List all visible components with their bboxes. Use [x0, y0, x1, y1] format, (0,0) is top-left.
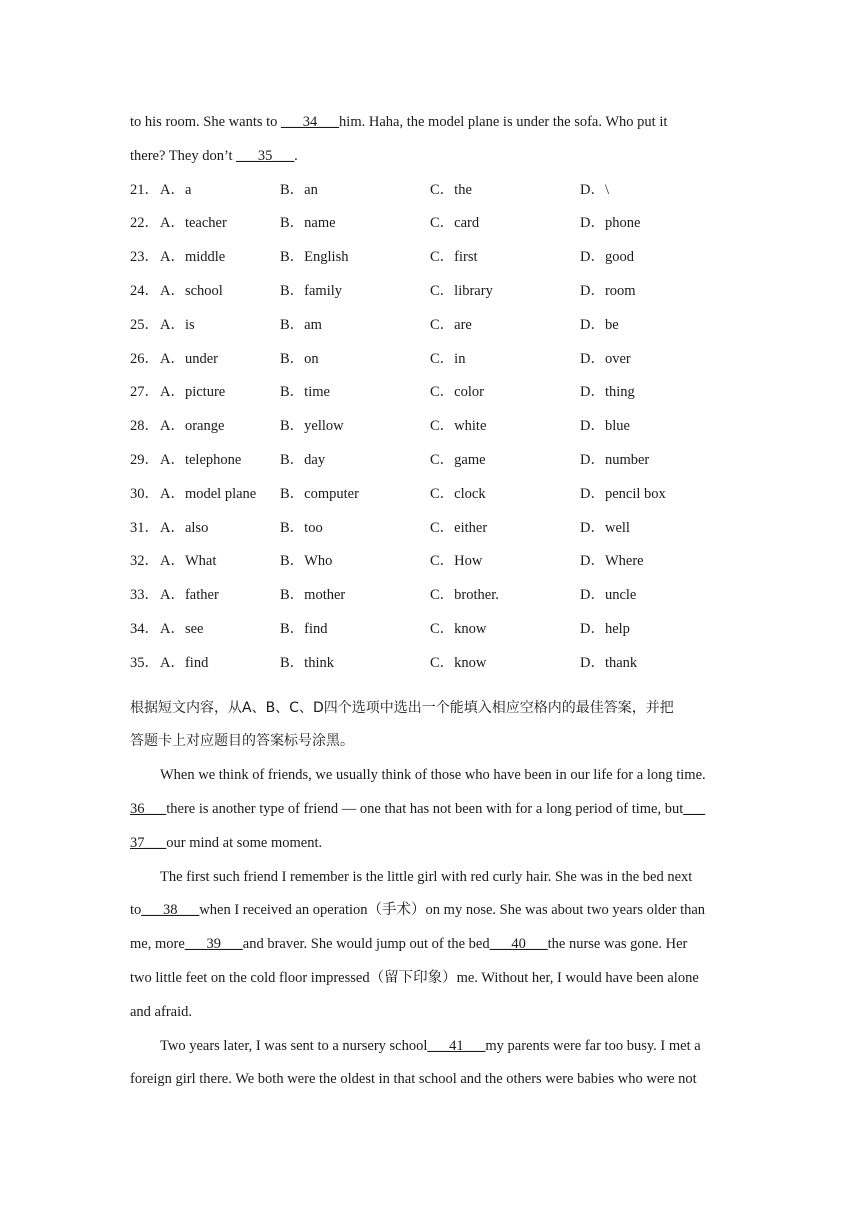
option-d: D．thing	[580, 384, 635, 401]
option-d: D．pencil box	[580, 485, 666, 502]
question-list	[130, 176, 735, 683]
option-d: D．be	[580, 316, 619, 333]
question-row	[130, 209, 735, 243]
option-b: B．find	[280, 620, 328, 637]
question-number: 23．	[130, 249, 159, 266]
option-b: B．computer	[280, 485, 359, 502]
option-b: B．Who	[280, 553, 333, 570]
text-span: when I received an operation（手术）on my nose. She was about two years older than	[199, 902, 706, 919]
passage-line: The first such friend I remember is the little girl with red curly hair. She was in the bed next	[160, 868, 693, 885]
blank-41: ___41___	[427, 1037, 486, 1054]
option-b: B．time	[280, 384, 330, 401]
blank-37: 37___	[130, 834, 167, 851]
option-c: C．clock	[430, 485, 486, 502]
option-a: A．see	[160, 620, 204, 637]
question-number: 30．	[130, 485, 159, 502]
option-c: C．color	[430, 384, 484, 401]
text-span: me, more	[130, 936, 185, 953]
option-d: D．good	[580, 249, 634, 266]
option-d: D．uncle	[580, 587, 637, 604]
option-c: C．card	[430, 215, 480, 232]
passage-line	[130, 829, 735, 863]
option-d: D．well	[580, 519, 630, 536]
option-b: B．yellow	[280, 418, 344, 435]
option-a: A．picture	[160, 384, 226, 401]
option-a: A．What	[160, 553, 217, 570]
question-number: 32．	[130, 553, 159, 570]
text-span: Two years later, I was sent to a nursery school	[160, 1037, 428, 1054]
option-d: D．phone	[580, 215, 641, 232]
question-row	[130, 412, 735, 446]
instruction-line: 答题卡上对应题目的答案标号涂黑。	[130, 733, 354, 750]
question-row	[130, 176, 735, 210]
option-b: B．think	[280, 654, 334, 671]
option-a: A．teacher	[160, 215, 227, 232]
question-row	[130, 446, 735, 480]
option-b: B．mother	[280, 587, 346, 604]
text-span: .	[294, 147, 298, 164]
blank-37-start: ___	[683, 800, 706, 817]
question-row	[130, 547, 735, 581]
text-span: there? They don’t	[130, 147, 237, 164]
text-span: the nurse was gone. Her	[547, 936, 688, 953]
question-number: 29．	[130, 451, 159, 468]
question-number: 25．	[130, 316, 159, 333]
option-c: C．are	[430, 316, 472, 333]
blank-35: ___35___	[236, 147, 295, 164]
document-page	[130, 108, 735, 1099]
option-b: B．day	[280, 451, 326, 468]
option-d: D．room	[580, 282, 636, 299]
option-a: A．middle	[160, 249, 226, 266]
question-row	[130, 277, 735, 311]
option-c: C．know	[430, 654, 487, 671]
option-a: A．find	[160, 654, 209, 671]
option-b: B．on	[280, 350, 319, 367]
passage-line	[130, 1032, 735, 1066]
option-d: D．blue	[580, 418, 630, 435]
passage-line	[130, 142, 735, 176]
text-span: to	[130, 902, 142, 919]
option-a: A．also	[160, 519, 209, 536]
question-number: 27．	[130, 384, 159, 401]
blank-40: ___40___	[489, 936, 548, 953]
question-number: 26．	[130, 350, 159, 367]
option-c: C．know	[430, 620, 487, 637]
option-b: B．too	[280, 519, 323, 536]
question-number: 28．	[130, 418, 159, 435]
question-row	[130, 615, 735, 649]
option-c: C．white	[430, 418, 487, 435]
text-span: our mind at some moment.	[166, 834, 323, 851]
option-c: C．game	[430, 451, 486, 468]
option-c: C．the	[430, 181, 472, 198]
option-d: D．number	[580, 451, 650, 468]
option-b: B．an	[280, 181, 318, 198]
instruction-line: 根据短文内容，从A、B、C、D四个选项中选出一个能填入相应空格内的最佳答案，并把	[130, 699, 674, 716]
passage-line	[130, 795, 735, 829]
option-a: A．father	[160, 587, 219, 604]
reading-passage	[130, 761, 735, 1099]
blank-38: ___38___	[141, 902, 200, 919]
option-c: C．library	[430, 282, 493, 299]
option-c: C．How	[430, 553, 483, 570]
option-b: B．English	[280, 249, 349, 266]
question-row	[130, 311, 735, 345]
text-span: my parents were far too busy. I met a	[485, 1037, 701, 1054]
blank-39: ___39___	[184, 936, 243, 953]
option-a: A．model plane	[160, 485, 257, 502]
option-d: D．\	[580, 181, 609, 198]
question-number: 31．	[130, 519, 159, 536]
question-row	[130, 581, 735, 615]
question-number: 21．	[130, 181, 159, 198]
option-c: C．in	[430, 350, 466, 367]
passage-line	[130, 896, 735, 930]
question-row	[130, 243, 735, 277]
question-row	[130, 514, 735, 548]
option-a: A．school	[160, 282, 223, 299]
option-a: A．orange	[160, 418, 225, 435]
option-c: C．first	[430, 249, 478, 266]
option-a: A．telephone	[160, 451, 242, 468]
option-b: B．name	[280, 215, 336, 232]
question-row	[130, 378, 735, 412]
question-row	[130, 345, 735, 379]
passage-line: When we think of friends, we usually think of those who have been in our life for a long time.	[160, 767, 706, 784]
text-span: him. Haha, the model plane is under the sofa. Who put it	[339, 114, 668, 130]
text-span: and braver. She would jump out of the bed	[242, 936, 490, 953]
passage-line: two little feet on the cold floor impressed（留下印象）me. Without her, I would have been alone	[130, 969, 699, 986]
passage-line: foreign girl there. We both were the oldest in that school and the others were babies who were not	[130, 1071, 697, 1088]
question-row	[130, 649, 735, 683]
option-a: A．a	[160, 181, 192, 198]
question-number: 22．	[130, 215, 159, 232]
option-b: B．family	[280, 282, 343, 299]
question-number: 33．	[130, 587, 159, 604]
option-d: D．thank	[580, 654, 638, 671]
passage-line: and afraid.	[130, 1003, 192, 1020]
option-a: A．under	[160, 350, 218, 367]
question-number: 34．	[130, 620, 159, 637]
blank-34: ___34___	[281, 114, 340, 130]
option-c: C．brother.	[430, 587, 499, 604]
question-number: 35．	[130, 654, 159, 671]
option-b: B．am	[280, 316, 322, 333]
option-d: D．Where	[580, 553, 644, 570]
text-span: there is another type of friend — one that has not been with for a long period of time, but	[166, 800, 684, 817]
passage-line	[130, 108, 735, 142]
option-d: D．over	[580, 350, 631, 367]
text-span: to his room. She wants to	[130, 114, 282, 130]
question-row	[130, 480, 735, 514]
option-a: A．is	[160, 316, 195, 333]
blank-36: 36___	[130, 800, 167, 817]
option-c: C．either	[430, 519, 488, 536]
passage-line	[130, 930, 735, 964]
option-d: D．help	[580, 620, 630, 637]
question-number: 24．	[130, 282, 159, 299]
